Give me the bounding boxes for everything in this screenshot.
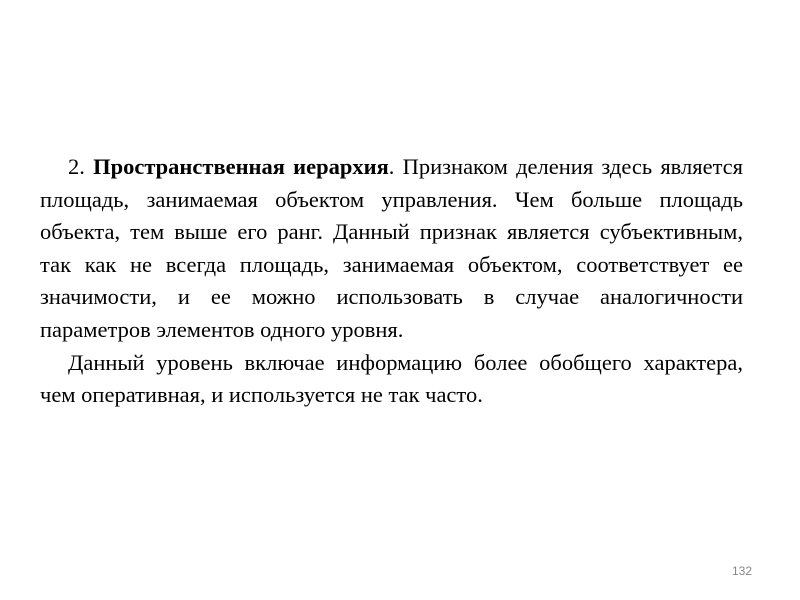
slide-text — [40, 151, 743, 412]
term-period: . — [388, 154, 395, 179]
item-number: 2. — [68, 154, 85, 179]
page-number: 132 — [731, 564, 752, 578]
paragraph-body: Данный уровень включае информацию более обобщего характера, чем оперативная, и используется не так часто. — [40, 349, 743, 408]
paragraph-body: Признаком деления здесь является площадь, занимаемая объектом управления. Чем больше площадь объекта, тем выше его ранг. Данный признак является субъективным, так как не всегда площадь, занимаемая объектом, соответствует ее значимости, и ее можно использовать в случае аналогичности параметров элементов одного уровня. — [40, 154, 744, 342]
term-heading: Пространственная иерархия — [93, 154, 389, 179]
paragraph-level-description — [40, 347, 743, 412]
paragraph-spatial-hierarchy — [40, 151, 743, 347]
